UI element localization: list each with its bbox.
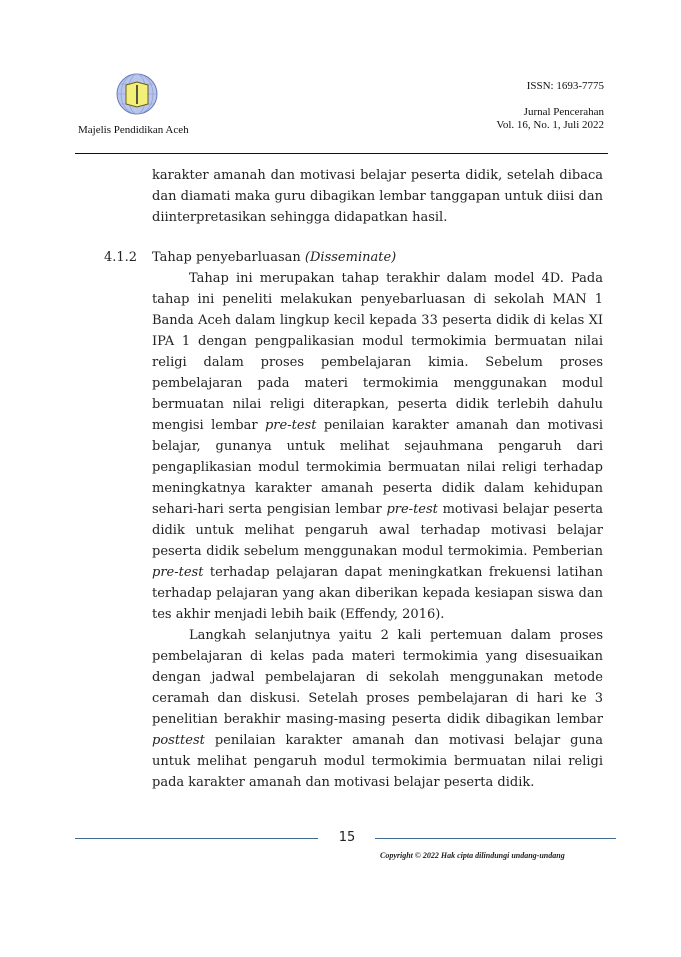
intro-paragraph [152, 165, 603, 228]
footer-rule-right [375, 838, 616, 839]
globe-book-logo-icon [116, 73, 158, 115]
page-footer [0, 829, 681, 889]
p1-text-3: motivasi belajar peserta didik untuk melihat pengaruh awal terhadap motivasi belajar peserta didik sebelum menggunakan modul termokimia. Pemberian [152, 502, 603, 559]
p1-italic-2: pre-test [386, 502, 438, 517]
p1-text-4: terhadap pelajaran dapat meningkatkan frekuensi latihan terhadap pelajaran yang akan diberikan kepada kesiapan siswa dan tes akhir menjadi lebih baik (Effendy, 2016). [152, 565, 603, 622]
intro-text: karakter amanah dan motivasi belajar peserta didik, setelah dibaca dan diamati maka guru dibagikan lembar tanggapan untuk diisi dan diinterpretasikan sehingga didapatkan hasil. [152, 168, 603, 225]
section-heading [104, 247, 603, 268]
p1-text-2: penilaian karakter amanah dan motivasi belajar, gunanya untuk melihat sejauhmana pengaruh dari pengaplikasian modul termokimia bermuatan nilai religi terhadap meningkatnya karakter amanah peserta didik dalam kehidupan sehari-hari serta pengisian lembar [152, 418, 603, 517]
p2-italic-1: posttest [152, 733, 205, 748]
section-title-italic: (Disseminate) [304, 250, 397, 265]
section-title: Tahap penyebarluasan [152, 250, 305, 265]
volume-info: Vol. 16, No. 1, Juli 2022 [496, 119, 604, 131]
paragraph-disseminate-1 [152, 268, 603, 625]
issn: ISSN: 1693-7775 [526, 80, 604, 92]
main-content [104, 154, 603, 793]
p1-italic-1: pre-test [264, 418, 317, 433]
page-number: 15 [338, 830, 356, 845]
copyright-notice: Copyright © 2022 Hak cipta dilindungi undang-undang [380, 851, 565, 860]
paragraph-disseminate-2 [152, 625, 603, 793]
p2-text-2: penilaian karakter amanah dan motivasi belajar guna untuk melihat pengaruh modul termokimia bermuatan nilai religi pada karakter amanah dan motivasi belajar peserta didik. [152, 733, 603, 790]
journal-info [496, 106, 604, 132]
p2-text-1: Langkah selanjutnya yaitu 2 kali pertemuan dalam proses pembelajaran di kelas pada materi termokimia yang disesuaikan dengan jadwal pembelajaran di sekolah menggunakan metode ceramah dan diskusi. Setelah proses pembelajaran di hari ke 3 penelitian berakhir masing-masing peserta didik dibagikan lembar [152, 628, 603, 727]
section-number: 4.1.2 [104, 250, 138, 265]
p1-italic-3: pre-test [152, 565, 204, 580]
footer-rule-left [75, 838, 318, 839]
p1-text-1: Tahap ini merupakan tahap terakhir dalam model 4D. Pada tahap ini peneliti melakukan penyebarluasan di sekolah MAN 1 Banda Aceh dalam lingkup kecil kepada 33 peserta didik di kelas XI IPA 1 dengan pengpalikasian modul termokimia bermuatan nilai religi dalam proses pembelajaran kimia. Sebelum proses pembelajaran pada materi termokimia menggunakan modul bermuatan nilai religi diterapkan, peserta didik terlebih dahulu mengisi lembar [152, 271, 603, 433]
organization-name: Majelis Pendidikan Aceh [78, 124, 189, 136]
page-header [0, 0, 681, 154]
journal-name: Jurnal Pencerahan [523, 106, 604, 118]
